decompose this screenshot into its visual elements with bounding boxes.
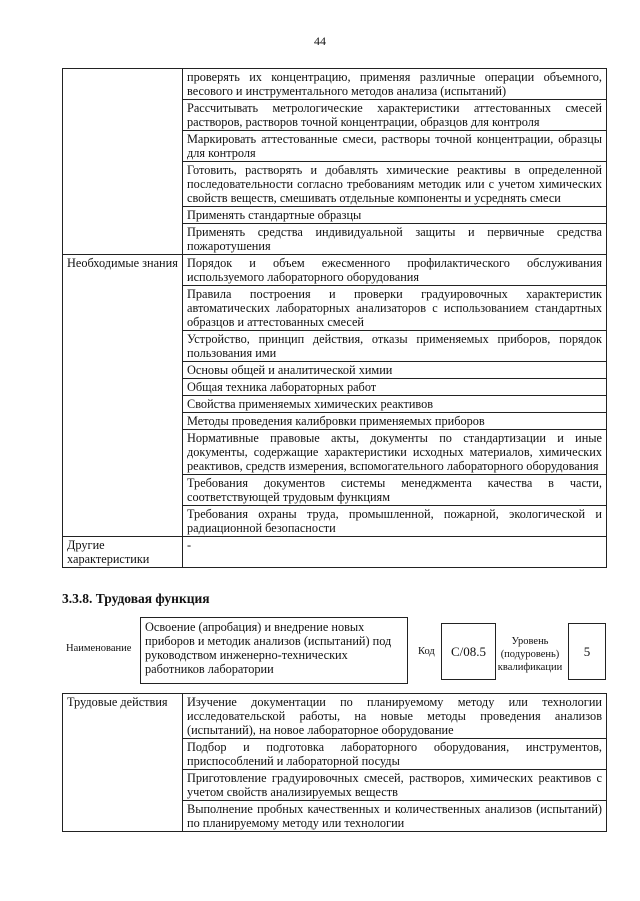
row-item: Требования документов системы менеджмента качества в части, соответствующей трудовым функциям	[183, 475, 607, 506]
row-item: Применять средства индивидуальной защиты и первичные средства пожаротушения	[183, 224, 607, 255]
table-row	[63, 537, 607, 568]
row-item: Готовить, растворять и добавлять химические реактивы в определенной последовательности согласно требованиям методик или с учетом химических свойств веществ, смешивать отдельные компоненты и усреднять смеси	[183, 162, 607, 207]
row-item: Правила построения и проверки градуировочных характеристик автоматических лабораторных анализаторов с использованием стандартных образцов и аттестованных смесей	[183, 286, 607, 331]
row-label: Другие характеристики	[63, 537, 183, 568]
row-item: Приготовление градуировочных смесей, растворов, химических реактивов с учетом свойств анализируемых веществ	[183, 770, 607, 801]
row-item: Основы общей и аналитической химии	[183, 362, 607, 379]
row-item: Подбор и подготовка лабораторного оборудования, инструментов, приспособлений и лабораторной посуды	[183, 739, 607, 770]
table-row	[63, 694, 607, 739]
row-item: Изучение документации по планируемому методу или технологии исследовательской работы, на новые методы проведения анализов (испытаний), на новое лабораторное оборудование	[183, 694, 607, 739]
name-value: Освоение (апробация) и внедрение новых приборов и методик анализов (испытаний) под руководством инженерно-технических работников лаборатории	[140, 617, 408, 684]
row-label: Необходимые знания	[63, 255, 183, 537]
row-item: Применять стандартные образцы	[183, 207, 607, 224]
code-value: C/08.5	[441, 623, 496, 680]
table-row	[63, 69, 607, 100]
competency-table	[62, 68, 607, 568]
row-item: Порядок и объем ежесменного профилактического обслуживания используемого лабораторного оборудования	[183, 255, 607, 286]
row-item: Общая техника лабораторных работ	[183, 379, 607, 396]
row-item: Рассчитывать метрологические характеристики аттестованных смесей растворов, растворов точной концентрации, образцов для контроля	[183, 100, 607, 131]
section-title: 3.3.8. Трудовая функция	[62, 591, 210, 606]
row-item: Устройство, принцип действия, отказы применяемых приборов, порядок пользования ими	[183, 331, 607, 362]
row-item: Требования охраны труда, промышленной, пожарной, экологической и радиационной безопасности	[183, 506, 607, 537]
labor-actions-table	[62, 693, 607, 832]
row-item: Нормативные правовые акты, документы по стандартизации и иные документы, содержащие характеристики исходных материалов, химических реактивов, средств измерения, вспомогательного лабораторного оборудования	[183, 430, 607, 475]
row-label: Трудовые действия	[63, 694, 183, 832]
page-number: 44	[314, 34, 326, 48]
table-row	[63, 255, 607, 286]
level-value: 5	[568, 623, 606, 680]
row-item: проверять их концентрацию, применяя различные операции объемного, весового и инструментального методов анализа (испытаний)	[183, 69, 607, 100]
row-item: Методы проведения калибровки применяемых приборов	[183, 413, 607, 430]
level-label: Уровень (подуровень) квалификации	[497, 636, 563, 673]
row-item: Маркировать аттестованные смеси, растворы точной концентрации, образцы для контроля	[183, 131, 607, 162]
name-label: Наименование	[66, 643, 132, 654]
code-label: Код	[418, 646, 435, 657]
row-item: -	[183, 537, 607, 568]
row-item: Выполнение пробных качественных и количественных анализов (испытаний) по планируемому методу или технологии	[183, 801, 607, 832]
row-item: Свойства применяемых химических реактивов	[183, 396, 607, 413]
row-label	[63, 69, 183, 255]
